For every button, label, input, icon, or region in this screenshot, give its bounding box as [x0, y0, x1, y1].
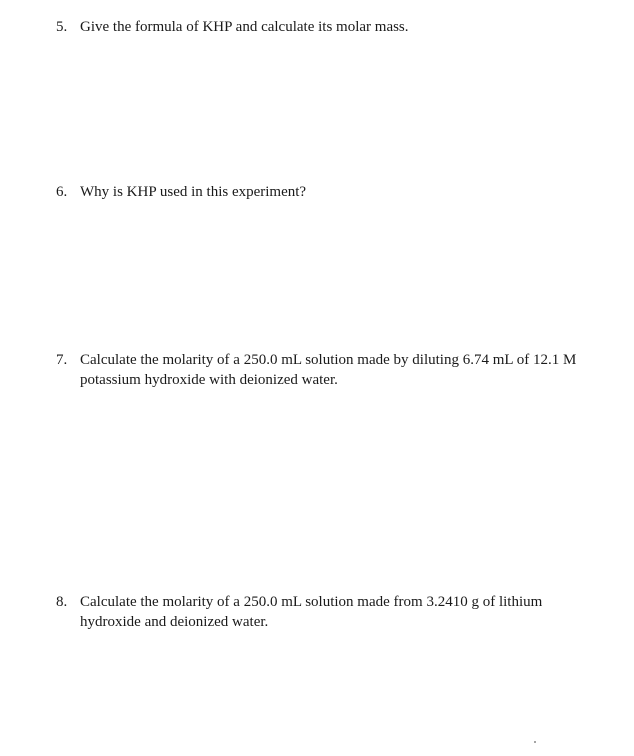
- question-number: 7.: [56, 352, 68, 368]
- question-8: [56, 592, 596, 632]
- question-text: Give the formula of KHP and calculate its molar mass.: [80, 19, 409, 35]
- question-7: [56, 350, 596, 390]
- question-number: 6.: [56, 184, 68, 200]
- question-6: [56, 182, 596, 202]
- question-text: Why is KHP used in this experiment?: [80, 184, 307, 200]
- question-text: Calculate the molarity of a 250.0 mL solution made from 3.2410 g of lithium hydroxide and deionized water.: [80, 594, 543, 630]
- question-number: 8.: [56, 594, 68, 610]
- question-5: [56, 17, 596, 37]
- scan-speck: [534, 741, 536, 743]
- question-text: Calculate the molarity of a 250.0 mL solution made by diluting 6.74 mL of 12.1 M potassium hydroxide with deionized water.: [80, 352, 577, 388]
- question-number: 5.: [56, 19, 68, 35]
